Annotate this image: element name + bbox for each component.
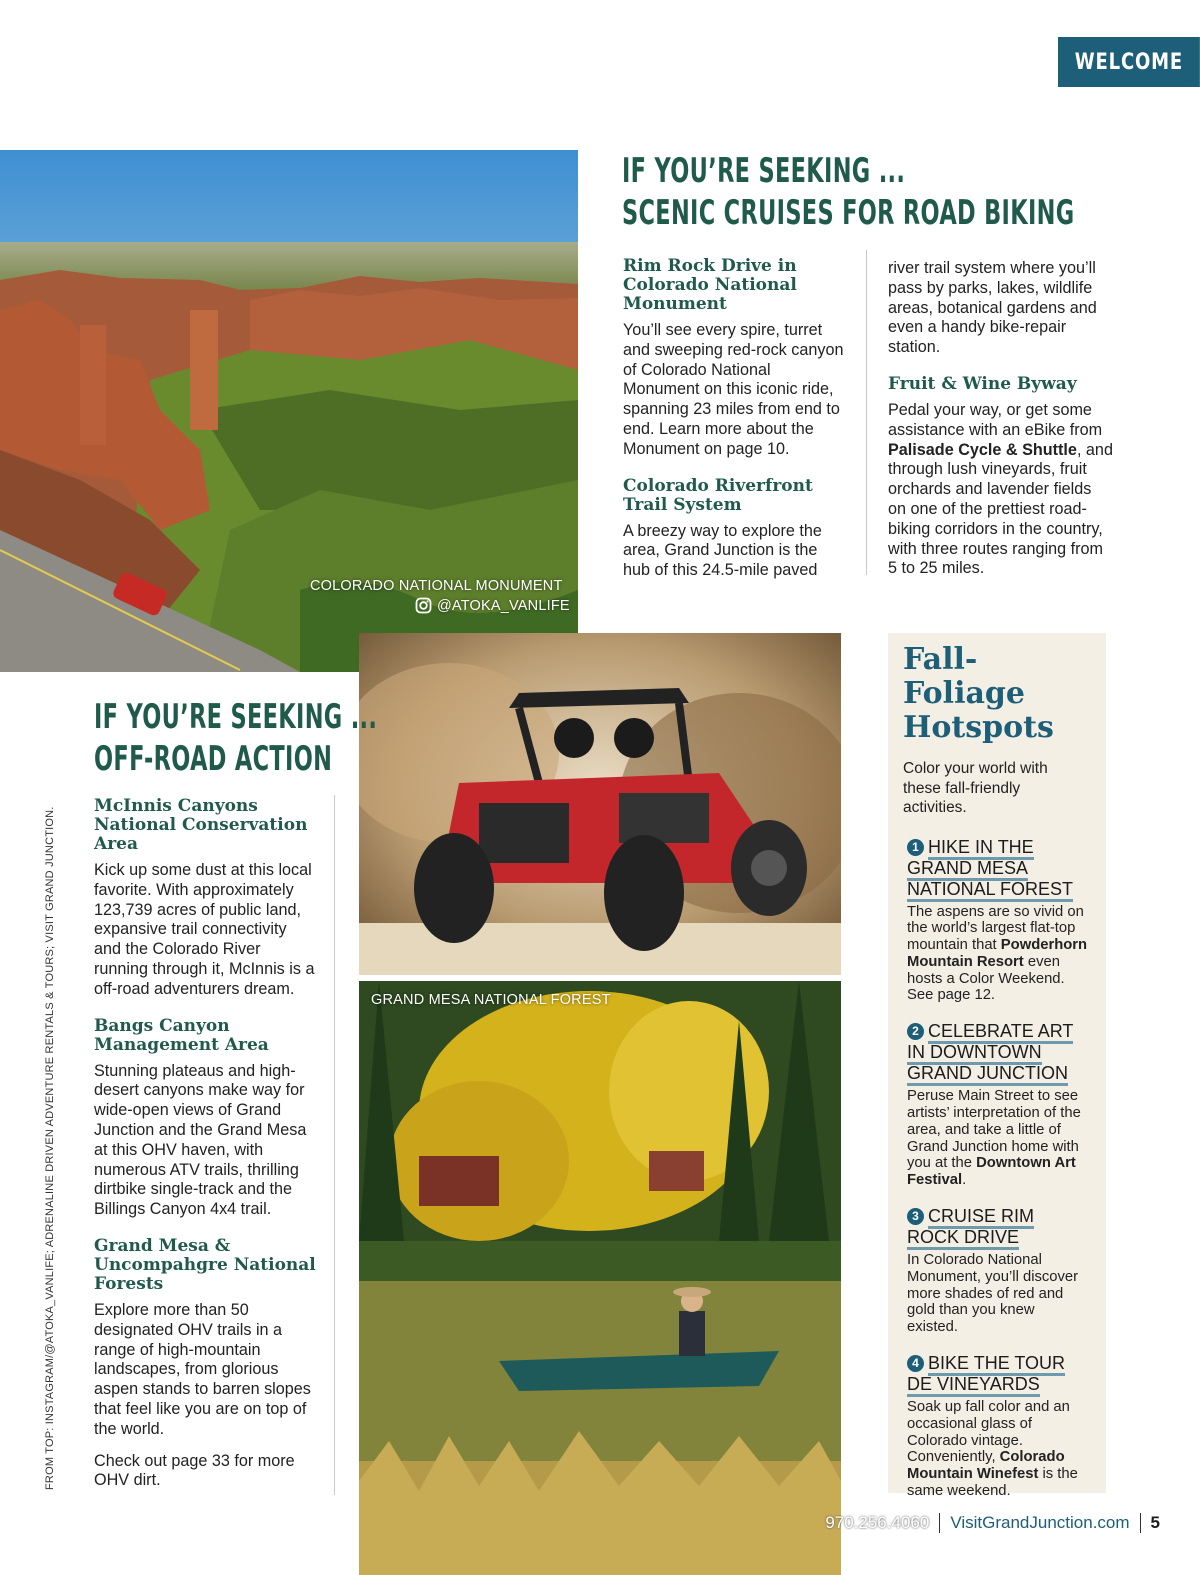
business-name: Palisade Cycle & Shuttle xyxy=(888,440,1077,459)
sidebar-title xyxy=(903,643,1091,745)
fall-foliage-sidebar xyxy=(888,633,1106,1500)
sidebar-item xyxy=(907,1353,1088,1500)
photo-credit-handle: @ATOKA_VANLIFE xyxy=(437,597,570,614)
sidebar-item-text: In Colorado National Monument, you’ll discover more shades of red and gold than you knew existed. xyxy=(907,1252,1079,1336)
footer-phone: 970.256.4060 xyxy=(825,1513,930,1532)
photo-credit xyxy=(415,597,570,614)
off-road-item-text: Kick up some dust at this local favorite. With approximately 123,739 acres of public land, expansive trail connectivity and the Colorado River running through it, McInnis is a off-road adventurers dream. xyxy=(94,861,315,998)
road-biking-heading-line2: SCENIC CRUISES FOR ROAD BIKING xyxy=(622,193,1075,233)
section-tab-label: WELCOME xyxy=(1074,49,1184,75)
sidebar-title-line2: Hotspots xyxy=(903,710,1054,745)
road-item-text: A breezy way to explore the area, Grand Junction is the hub of this 24.5-mile paved xyxy=(623,521,822,580)
sidebar-item-heading: 4 BIKE THE TOUR DE VINEYARDS xyxy=(907,1353,1088,1395)
off-road-heading-line2: OFF-ROAD ACTION xyxy=(94,739,333,779)
sidebar-title-line1: Fall-Foliage xyxy=(903,642,1025,711)
sidebar-item xyxy=(907,1206,1088,1336)
road-biking-column-1 xyxy=(623,257,845,581)
number-badge: 3 xyxy=(907,1208,924,1225)
off-road-item-text: Stunning plateaus and high-desert canyons make way for wide-open views of Grand Junction and the Grand Mesa at this OHV haven, with numerous ATV trails, thrilling dirtbike single-track and the Billings Canyon 4x4 trail. xyxy=(94,1061,307,1219)
road-item-text: You’ll see every spire, turret and sweeping red-rock canyon of Colorado National Monument on this iconic ride, spanning 23 miles from end to end. Learn more about the Monument on page 10. xyxy=(623,321,844,458)
section-tab xyxy=(1058,37,1200,87)
off-road-item-title: Grand Mesa & Uncompahgre National Forests xyxy=(94,1235,316,1294)
off-road-heading xyxy=(94,696,377,780)
number-badge: 4 xyxy=(907,1355,924,1372)
page-number: 5 xyxy=(1150,1513,1160,1532)
sidebar-item-heading: 1 HIKE IN THE GRAND MESA NATIONAL FOREST xyxy=(907,837,1088,900)
photo-grand-mesa xyxy=(359,981,841,1575)
photo-off-road-vehicle xyxy=(359,633,841,975)
page-footer xyxy=(825,1513,1160,1533)
road-item-title: Rim Rock Drive in Colorado National Monument xyxy=(623,256,797,314)
forest-lake-illustration xyxy=(359,981,841,1575)
number-badge: 1 xyxy=(907,839,924,856)
footer-divider xyxy=(1140,1513,1141,1533)
footer-divider xyxy=(939,1513,940,1533)
sidebar-item-text: The aspens are so vivid on the world’s largest flat-top mountain that Powderhorn Mountain Resort even hosts a Color Weekend. See page 12. xyxy=(907,903,1088,1004)
sidebar-item-text: Peruse Main Street to see artists’ interpretation of the area, and take a little of Grand Junction home with you at the Downtown Art Festival. xyxy=(907,1088,1081,1189)
photo-colorado-national-monument xyxy=(0,150,578,672)
off-road-item-title: Bangs Canyon Management Area xyxy=(94,1015,269,1055)
sidebar-intro: Color your world with these fall-friendly activities. xyxy=(903,760,1048,816)
utv-illustration xyxy=(359,633,841,975)
column-divider xyxy=(866,250,867,575)
road-biking-heading xyxy=(622,150,1075,234)
column-divider xyxy=(334,795,335,1495)
off-road-item-text: Explore more than 50 designated OHV trails in a range of high-mountain landscapes, from glorious aspen stands to barren slopes that feel like you are on top of the world. xyxy=(94,1300,311,1438)
road-biking-heading-line1: IF YOU’RE SEEKING ... xyxy=(622,151,906,191)
off-road-column xyxy=(94,797,316,1491)
road-biking-column-2 xyxy=(888,259,1113,579)
off-road-item-title: McInnis Canyons National Conservation Area xyxy=(94,796,308,854)
photo-caption: COLORADO NATIONAL MONUMENT xyxy=(310,578,563,594)
photo-credits: FROM TOP: INSTAGRAM/@ATOKA_VANLIFE; ADRENALINE DRIVEN ADVENTURE RENTALS & TOURS; VISIT GRAND JUNCTION. xyxy=(44,806,56,1490)
sidebar-item-heading: 2 CELEBRATE ART IN DOWNTOWN GRAND JUNCTION xyxy=(907,1021,1088,1084)
sidebar-item xyxy=(907,837,1088,1005)
instagram-icon xyxy=(415,597,432,614)
road-item-title: Colorado Riverfront Trail System xyxy=(623,475,813,515)
sidebar-item-text: Soak up fall color and an occasional glass of Colorado vintage. Conveniently, Colorado Mountain Winefest is the same weekend. xyxy=(907,1399,1078,1500)
sidebar-item-heading: 3 CRUISE RIM ROCK DRIVE xyxy=(907,1206,1088,1248)
off-road-heading-line1: IF YOU’RE SEEKING ... xyxy=(94,697,378,737)
sidebar-item xyxy=(907,1021,1088,1189)
photo-caption: GRAND MESA NATIONAL FOREST xyxy=(371,992,611,1008)
off-road-closing-text: Check out page 33 for more OHV dirt. xyxy=(94,1451,295,1490)
road-item-text: Pedal your way, or get some assistance with an eBike from Palisade Cycle & Shuttle, and through lush vineyards, fruit orchards and lavender fields on one of the prettiest road-biking corridors in the country, with three routes ranging from 5 to 25 miles. xyxy=(888,400,1113,578)
footer-website-link[interactable]: VisitGrandJunction.com xyxy=(950,1513,1130,1532)
number-badge: 2 xyxy=(907,1023,924,1040)
road-item-title: Fruit & Wine Byway xyxy=(888,373,1077,394)
road-item-text-continued: river trail system where you’ll pass by parks, lakes, wildlife areas, botanical gardens and even a handy bike-repair station. xyxy=(888,259,1097,357)
